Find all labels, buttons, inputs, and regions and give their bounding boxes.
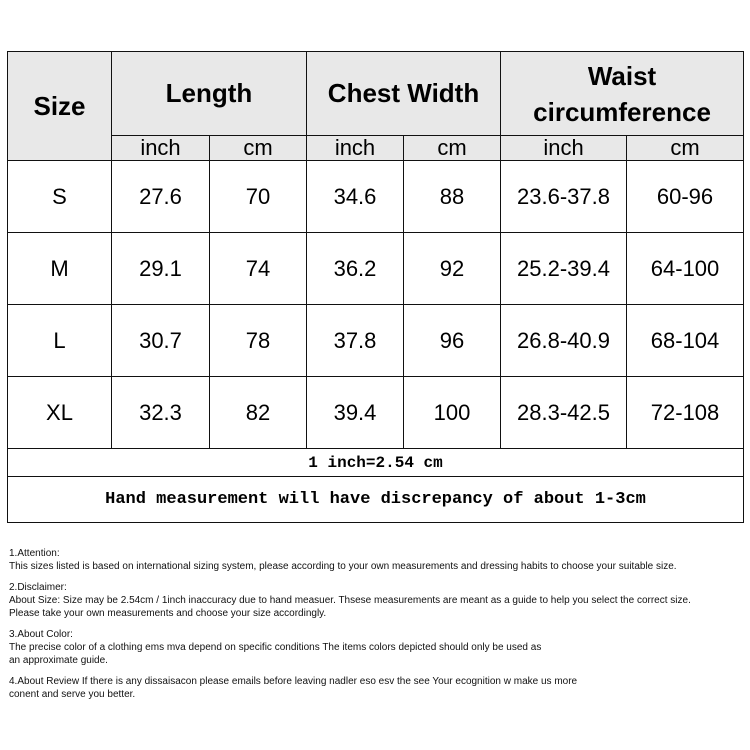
table-row-l (8, 305, 744, 377)
color-title: 3.About Color: (9, 629, 73, 640)
cell-waist-inch: 23.6-37.8 (501, 161, 627, 233)
color-text-1: The precise color of a clothing ems mva depend on specific conditions The items colors depicted should only be used as (9, 642, 542, 653)
cell-length-inch: 32.3 (112, 377, 210, 449)
cell-length-inch: 29.1 (112, 233, 210, 305)
cell-waist-cm: 60-96 (627, 161, 744, 233)
attention-title: 1.Attention: (9, 548, 60, 559)
cell-length-cm: 70 (210, 161, 307, 233)
header-waist (501, 52, 744, 136)
header-row (8, 52, 744, 136)
unit-length-cm: cm (210, 136, 307, 161)
unit-row (8, 136, 744, 161)
header-size: Size (8, 52, 112, 161)
header-length: Length (112, 52, 307, 136)
conversion-row (8, 449, 744, 477)
disclaimer-title: 2.Disclaimer: (9, 582, 67, 593)
header-waist-line1: Waist (587, 60, 657, 91)
cell-chest-inch: 39.4 (307, 377, 404, 449)
cell-chest-inch: 37.8 (307, 305, 404, 377)
table-row-s (8, 161, 744, 233)
conversion-note: 1 inch=2.54 cm (8, 449, 744, 477)
table-row-xl (8, 377, 744, 449)
unit-chest-cm: cm (404, 136, 501, 161)
cell-chest-cm: 92 (404, 233, 501, 305)
unit-length-inch: inch (112, 136, 210, 161)
unit-waist-inch: inch (501, 136, 627, 161)
cell-chest-inch: 36.2 (307, 233, 404, 305)
cell-chest-cm: 88 (404, 161, 501, 233)
cell-waist-inch: 25.2-39.4 (501, 233, 627, 305)
review-text-2: conent and serve you better. (9, 689, 136, 700)
unit-chest-inch: inch (307, 136, 404, 161)
cell-waist-inch: 28.3-42.5 (501, 377, 627, 449)
unit-waist-cm: cm (627, 136, 744, 161)
attention-text: This sizes listed is based on international sizing system, please according to your own measurements and dressing habits to choose your suitable size. (9, 561, 677, 572)
disclaimer-text-2: Please take your own measurements and choose your size accordingly. (9, 608, 327, 619)
cell-waist-cm: 64-100 (627, 233, 744, 305)
cell-size: L (8, 305, 112, 377)
size-chart-table (7, 51, 744, 523)
cell-waist-cm: 72-108 (627, 377, 744, 449)
cell-chest-inch: 34.6 (307, 161, 404, 233)
notes-section (9, 547, 747, 701)
cell-length-inch: 27.6 (112, 161, 210, 233)
cell-size: XL (8, 377, 112, 449)
header-waist-line2: circumference (533, 96, 711, 127)
discrepancy-row (8, 477, 744, 523)
color-text-2: an approximate guide. (9, 655, 108, 666)
header-chest-width: Chest Width (307, 52, 501, 136)
disclaimer-text-1: About Size: Size may be 2.54cm / 1inch inaccuracy due to hand measuer. Thsese measurements are meant as a guide to help you select the correct size. (9, 595, 691, 606)
cell-length-cm: 78 (210, 305, 307, 377)
cell-waist-inch: 26.8-40.9 (501, 305, 627, 377)
cell-length-inch: 30.7 (112, 305, 210, 377)
cell-size: M (8, 233, 112, 305)
cell-chest-cm: 96 (404, 305, 501, 377)
cell-chest-cm: 100 (404, 377, 501, 449)
cell-length-cm: 82 (210, 377, 307, 449)
cell-size: S (8, 161, 112, 233)
discrepancy-note: Hand measurement will have discrepancy of about 1-3cm (8, 477, 744, 523)
review-text-1: 4.About Review If there is any dissaisacon please emails before leaving nadler eso esv the see Your ecognition w make us more (9, 676, 578, 687)
table-row-m (8, 233, 744, 305)
cell-waist-cm: 68-104 (627, 305, 744, 377)
cell-length-cm: 74 (210, 233, 307, 305)
